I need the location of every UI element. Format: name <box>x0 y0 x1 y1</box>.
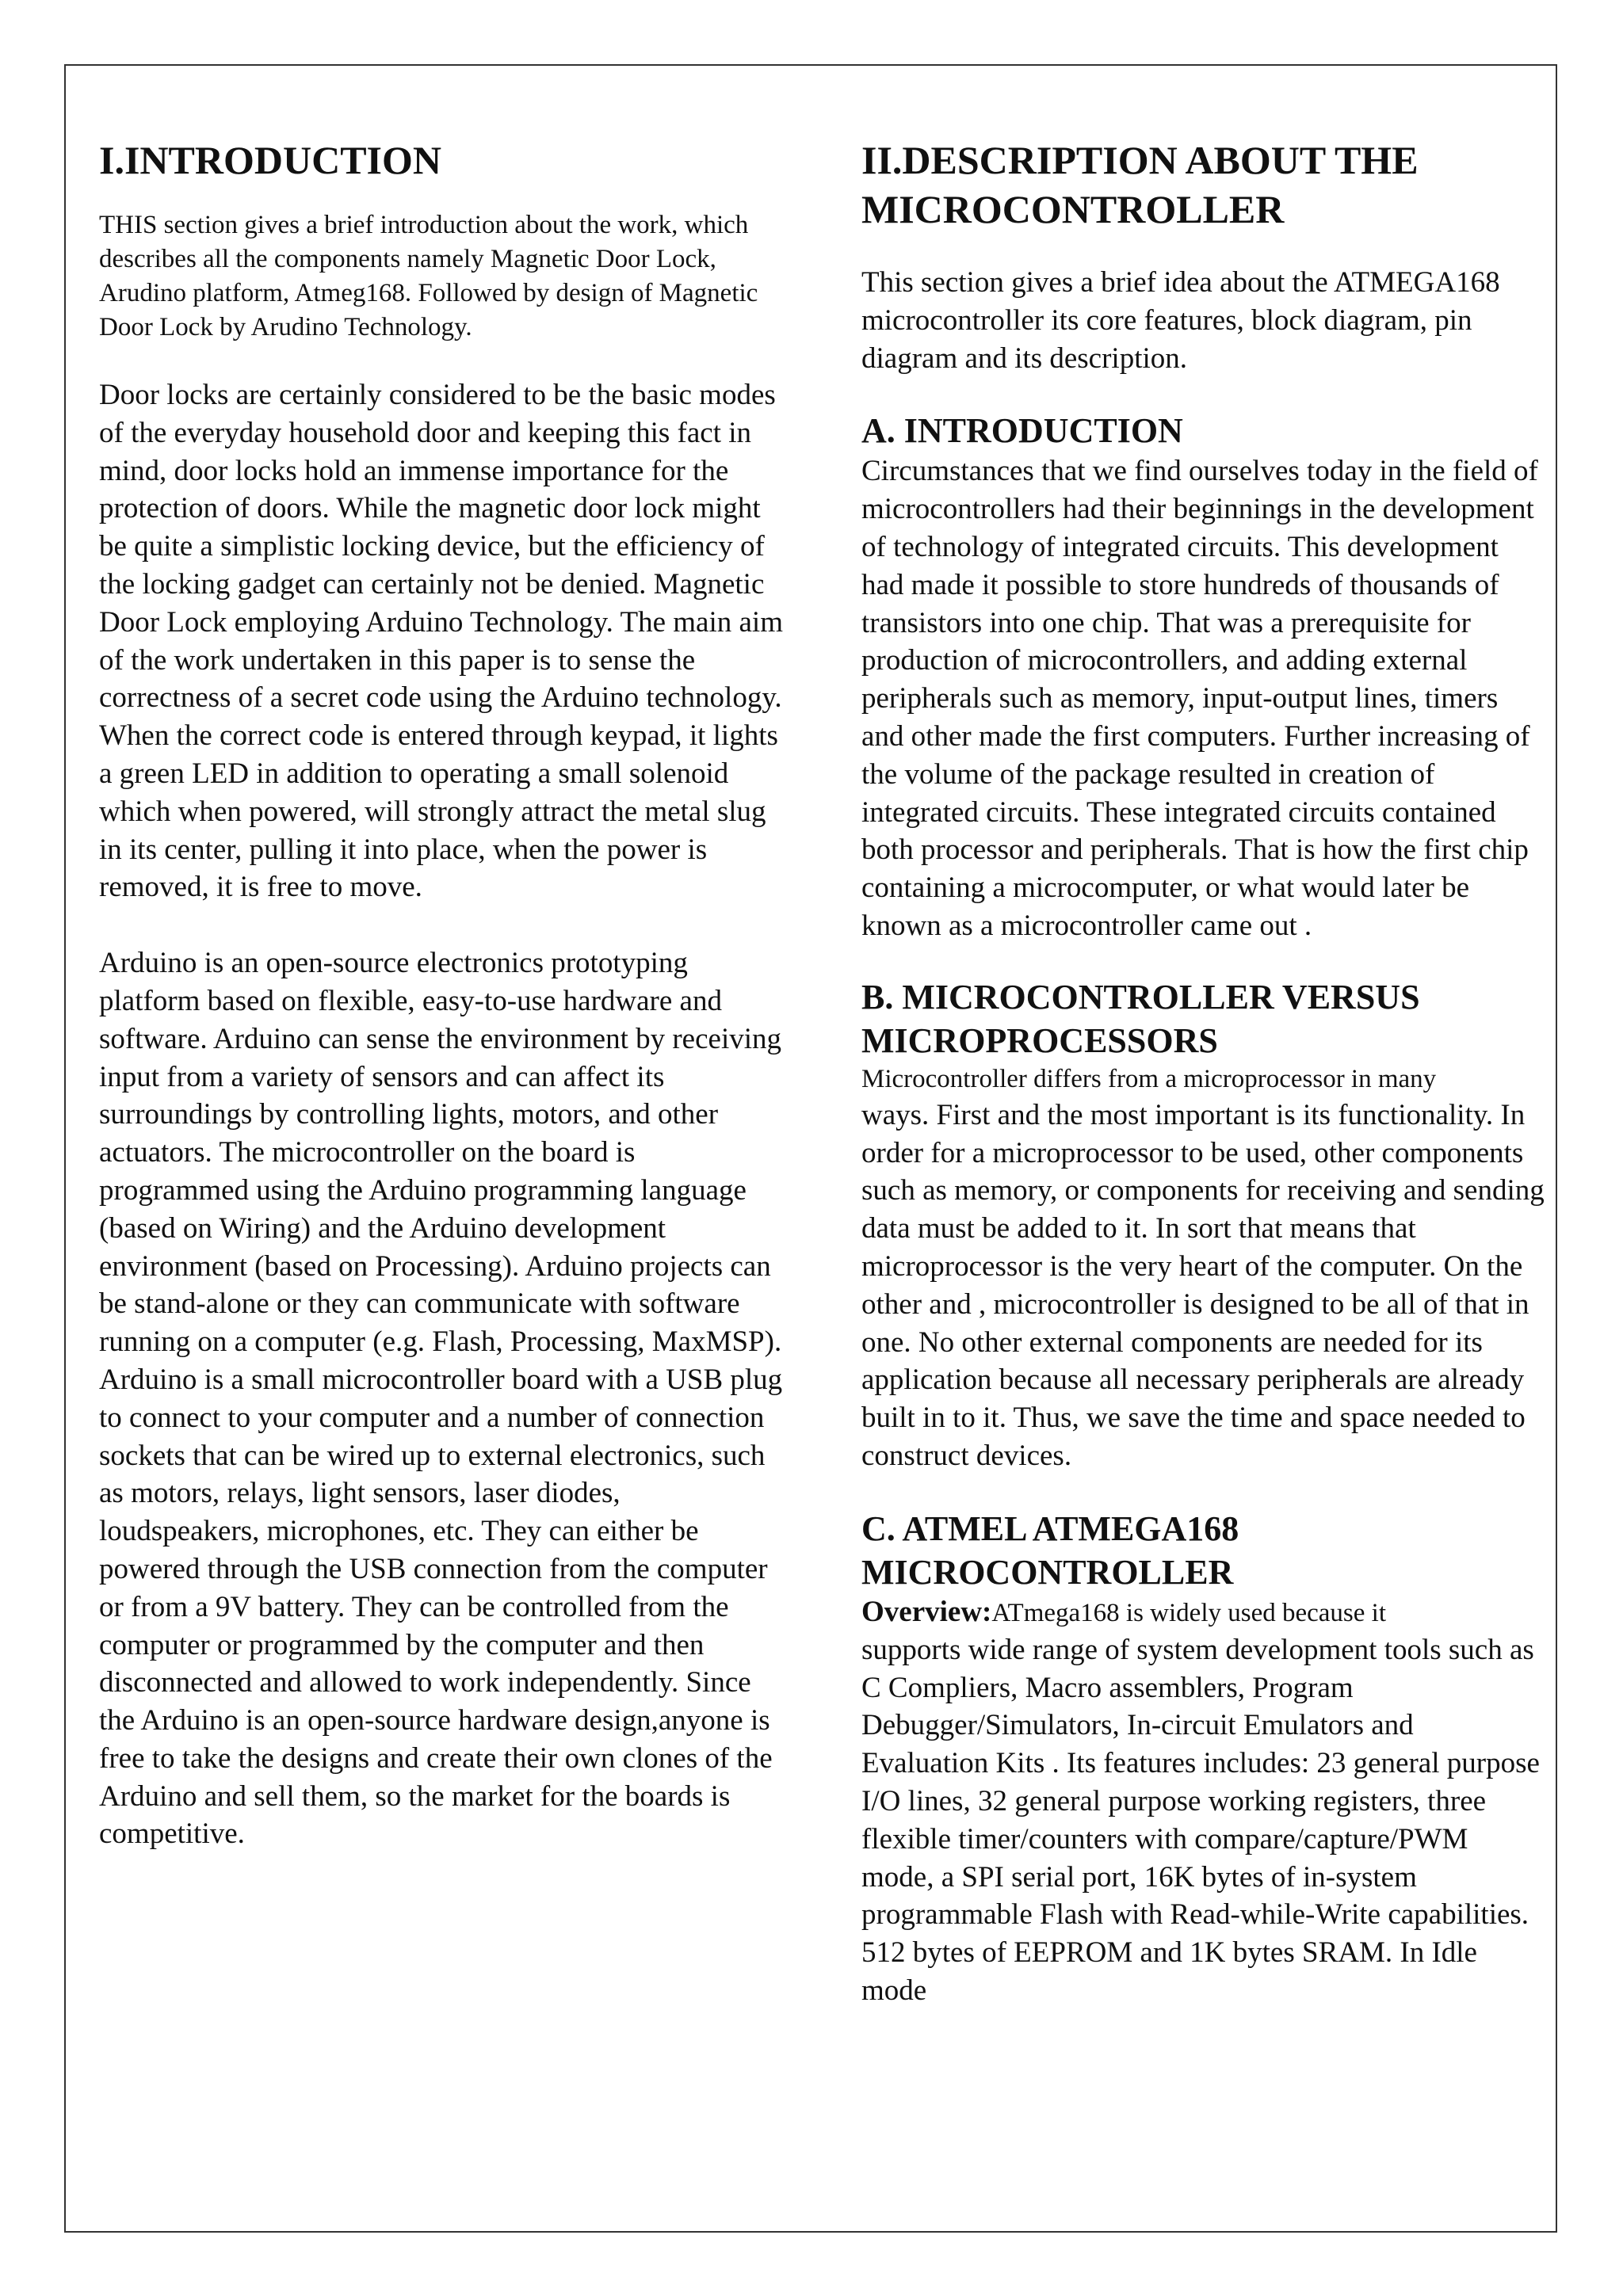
section-1-intro: THIS section gives a brief introduction about the work, which describes all the components namely Magnetic Door Lock, Arudino platform, Atmeg168. Followed by design of Magnetic Door Lock by Arudino Technology. <box>99 211 758 341</box>
section-1-heading: I.INTRODUCTION <box>99 138 442 182</box>
subsection-a-text: Circumstances that we find ourselves today in the field of microcontrollers had their beginnings in the development of technology of integrated circuits. This development had made it possible to store hundreds of thousands of transistors into one chip. That was a prerequisite for production of microcontrollers, and adding external peripherals such as memory, input-output lines, timers and other made the first computers. Further increasing of the volume of the package resulted in creation of integrated circuits. These integrated circuits contained both processor and peripherals. That is how the first chip containing a microcomputer, or what would later be known as a microcontroller came out . <box>861 455 1538 942</box>
subsection-c-heading: C. ATMEL ATMEGA168 MICROCONTROLLER <box>861 1508 1239 1592</box>
right-column <box>861 135 1545 2010</box>
subsection-b-text: ways. First and the most important is its functionality. In order for a microprocessor to be used, other components such as memory, or components for receiving and sending data must be added to it. In sort that means that microprocessor is the very heart of the computer. On the other and , microcontroller is designed to be all of that in one. No other external components are needed for its application because all necessary peripherals are already built in to it. Thus, we save the time and space needed to construct devices. <box>861 1098 1545 1472</box>
subsection-b-first-line: Microcontroller differs from a microprocessor in many <box>861 1064 1437 1093</box>
subsection-b-heading: B. MICROCONTROLLER VERSUS MICROPROCESSORS <box>861 977 1420 1060</box>
overview-label: Overview: <box>861 1595 992 1628</box>
left-column <box>99 135 784 1853</box>
section-1-para-arduino-board: Arduino is a small microcontroller board with a USB plug to connect to your computer and a number of connection sockets that can be wired up to external electronics, such as motors, relays, light sensors, laser diodes, loudspeakers, microphones, etc. They can either be powered through the USB connection from the computer or from a 9V battery. They can be controlled from the computer or programmed by the computer and then disconnected and allowed to work independently. Since the Arduino is an open-source hardware design,anyone is free to take the designs and create their own clones of the Arduino and sell them, so the market for the boards is competitive. <box>99 1363 783 1851</box>
subsection-c-text: supports wide range of system development tools such as C Compliers, Macro assemblers, Program Debugger/Simulators, In-circuit Emulators and Evaluation Kits . Its features includes: 23 general purpose I/O lines, 32 general purpose working registers, three flexible timer/counters with compare/capture/PWM mode, a SPI serial port, 16K bytes of in-system programmable Flash with Read-while-Write capabilities. 512 bytes of EEPROM and 1K bytes SRAM. In Idle mode <box>861 1633 1540 2007</box>
overview-first-line: ATmega168 is widely used because it <box>991 1598 1387 1627</box>
section-1-para-arduino: Arduino is an open-source electronics prototyping platform based on flexible, easy-to-use hardware and software. Arduino can sense the environment by receiving input from a variety of sensors and can affect its surroundings by controlling lights, motors, and other actuators. The microcontroller on the board is programmed using the Arduino programming language (based on Wiring) and the Arduino development environment (based on Processing). Arduino projects can be stand-alone or they can communicate with software running on a computer (e.g. Flash, Processing, MaxMSP). <box>99 947 782 1359</box>
page-frame <box>64 64 1557 2233</box>
section-2-intro: This section gives a brief idea about the ATMEGA168 microcontroller its core features, block diagram, pin diagram and its description. <box>861 266 1500 375</box>
subsection-c-first-line <box>861 1594 1545 1631</box>
section-1-para-door-locks: Door locks are certainly considered to be the basic modes of the everyday household door and keeping this fact in mind, door locks hold an immense importance for the protection of doors. While the magnetic door lock might be quite a simplistic locking device, but the efficiency of the locking gadget can certainly not be denied. Magnetic Door Lock employing Arduino Technology. The main aim of the work undertaken in this paper is to sense the correctness of a secret code using the Arduino technology. When the correct code is entered through keypad, it lights a green LED in addition to operating a small solenoid which when powered, will strongly attract the metal slug in its center, pulling it into place, when the power is removed, it is free to move. <box>99 379 783 904</box>
subsection-a-heading: A. INTRODUCTION <box>861 411 1183 451</box>
section-2-heading: II.DESCRIPTION ABOUT THE MICROCONTROLLER <box>861 138 1419 231</box>
